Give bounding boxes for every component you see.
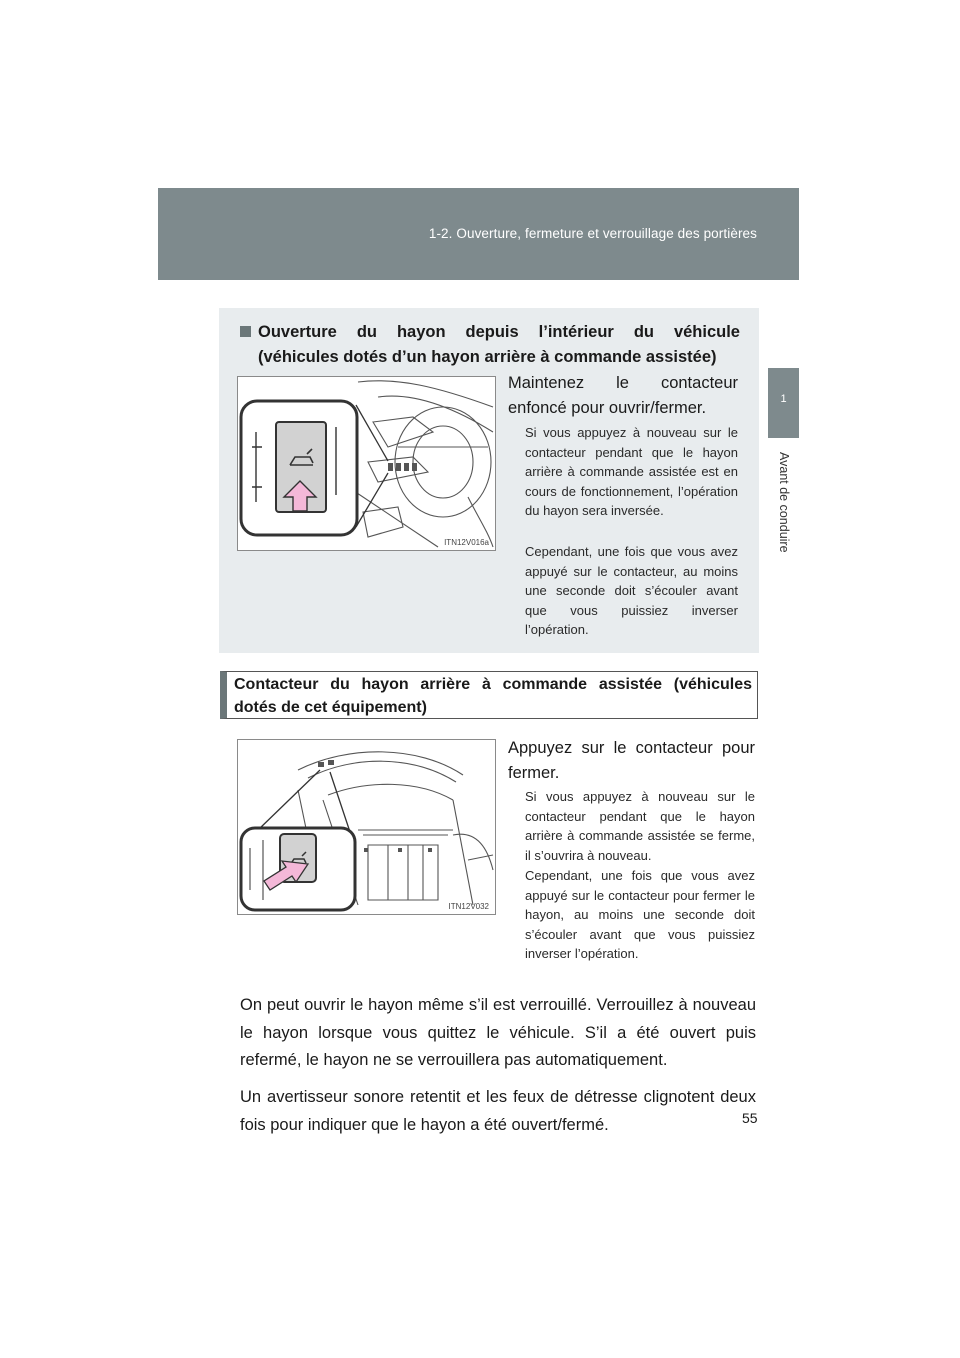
figure-tailgate-switch [237, 739, 496, 915]
figure-code: ITN12V032 [448, 902, 489, 911]
figure-interior-switch [237, 376, 496, 551]
section-heading: Contacteur du hayon arrière à commande assistée (véhicules dotés de cet équipement) [220, 671, 758, 719]
section-note-2: Cependant, une fois que vous avez appuyé sur le contacteur pour fermer le hayon, au moins une seconde doit s’écouler avant que vous puissiez inverser l’opération. [525, 868, 755, 961]
box-note-2: Cependant, une fois que vous avez appuyé sur le contacteur, au moins une seconde doit s’écouler avant que vous puissiez inverser l’opération. [525, 544, 738, 637]
section-instruction: Appuyez sur le contacteur pour fermer. [508, 739, 755, 782]
body-paragraph-2: Un avertisseur sonore retentit et les feux de détresse clignotent deux fois pour indiquer que le hayon a été ouvert/fermé. [240, 1088, 756, 1134]
section-title: 1-2. Ouverture, fermeture et verrouillage des portières [428, 226, 757, 241]
box-instruction: Maintenez le contacteur enfoncé pour ouvrir/fermer. [508, 374, 738, 417]
info-box-heading: Ouverture du hayon depuis l’intérieur du véhicule (véhicules dotés d’un hayon arrière à commande assistée) [240, 320, 740, 370]
body-paragraph-1: On peut ouvrir le hayon même s’il est verrouillé. Verrouillez à nouveau le hayon lorsque vous quittez le véhicule. S’il a été ouvert puis refermé, le hayon ne se verrouillera pas automatiquement. [240, 996, 756, 1069]
chapter-tab [768, 368, 799, 438]
box-note-1: Si vous appuyez à nouveau sur le contacteur pendant que le hayon arrière à commande assistée est en cours de fonctionnement, l’opération du hayon sera inversée. [525, 425, 738, 518]
chapter-label: Avant de conduire [777, 452, 791, 553]
square-bullet-icon [240, 326, 251, 337]
figure-code: ITN12V016a [444, 538, 489, 547]
chapter-number: 1 [780, 393, 787, 405]
page-number: 55 [742, 1110, 758, 1126]
chapter-header-band [158, 188, 799, 280]
section-note-1: Si vous appuyez à nouveau sur le contacteur pendant que le hayon arrière à commande assistée se ferme, il s’ouvrira à nouveau. [525, 789, 755, 863]
